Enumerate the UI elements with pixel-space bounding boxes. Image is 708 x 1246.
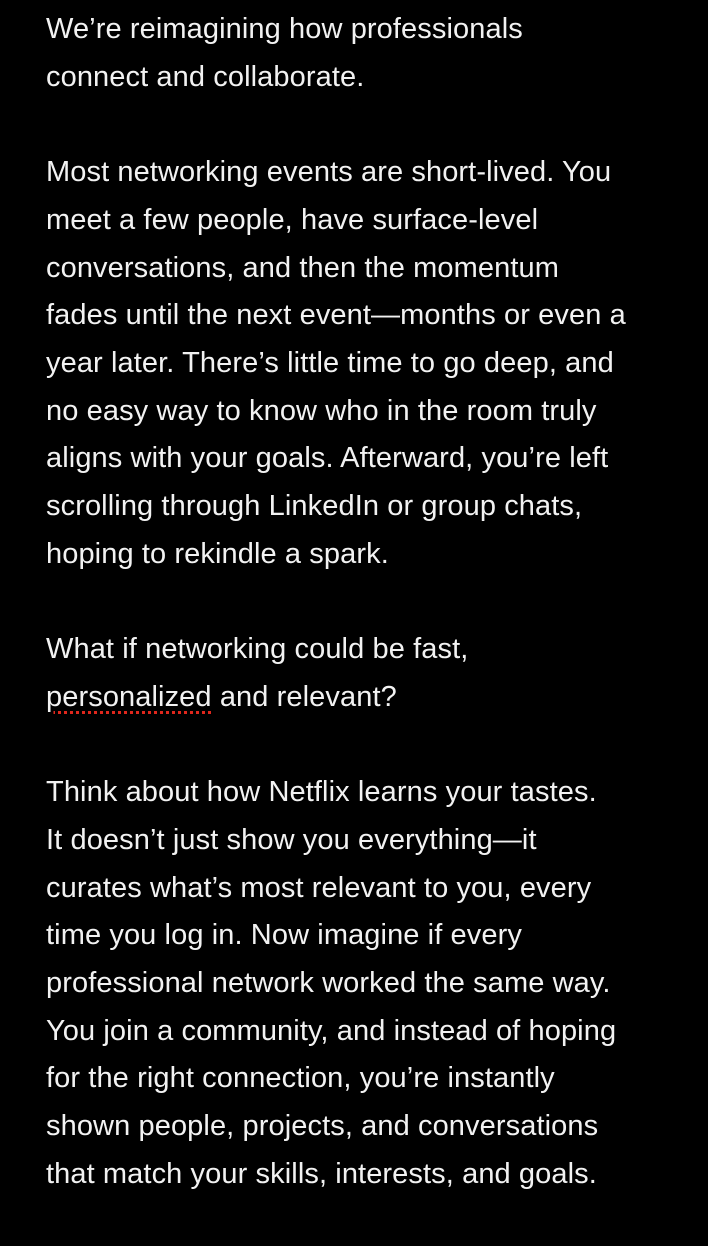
text-line: scrolling through LinkedIn or group chats, xyxy=(46,490,583,523)
text-line: Most networking events are short-lived. You xyxy=(46,156,612,189)
text-line: curates what’s most relevant to you, every xyxy=(46,871,592,904)
text-line: Think about how Netflix learns your tastes. xyxy=(46,776,597,809)
paragraph-intro xyxy=(46,6,686,101)
text-line: no easy way to know who in the room truly xyxy=(46,394,597,427)
text-line-rest: and relevant? xyxy=(211,680,397,713)
text-line: meet a few people, have surface-level xyxy=(46,203,539,236)
paragraph-problem xyxy=(46,149,686,578)
text-line: connect and collaborate. xyxy=(46,60,365,93)
text-line: fades until the next event—months or even a xyxy=(46,299,626,332)
paragraph-question xyxy=(46,626,686,721)
text-line: What if networking could be fast, xyxy=(46,633,469,666)
text-line: hoping to rekindle a spark. xyxy=(46,537,389,570)
text-line: aligns with your goals. Afterward, you’re left xyxy=(46,442,609,475)
text-line: conversations, and then the momentum xyxy=(46,251,559,284)
text-line: shown people, projects, and conversations xyxy=(46,1110,599,1143)
text-line: It doesn’t just show you everything—it xyxy=(46,823,537,856)
text-line: professional network worked the same way. xyxy=(46,967,611,1000)
text-line: for the right connection, you’re instantly xyxy=(46,1062,555,1095)
text-line: year later. There’s little time to go deep, and xyxy=(46,346,614,379)
text-line: You join a community, and instead of hoping xyxy=(46,1014,617,1047)
text-line: that match your skills, interests, and goals. xyxy=(46,1157,597,1190)
text-line: time you log in. Now imagine if every xyxy=(46,919,522,952)
note-body[interactable] xyxy=(46,6,686,1246)
paragraph-netflix xyxy=(46,769,686,1198)
misspelled-word[interactable]: personalized xyxy=(46,680,212,713)
text-line: We’re reimagining how professionals xyxy=(46,13,523,45)
text-line xyxy=(46,674,686,722)
